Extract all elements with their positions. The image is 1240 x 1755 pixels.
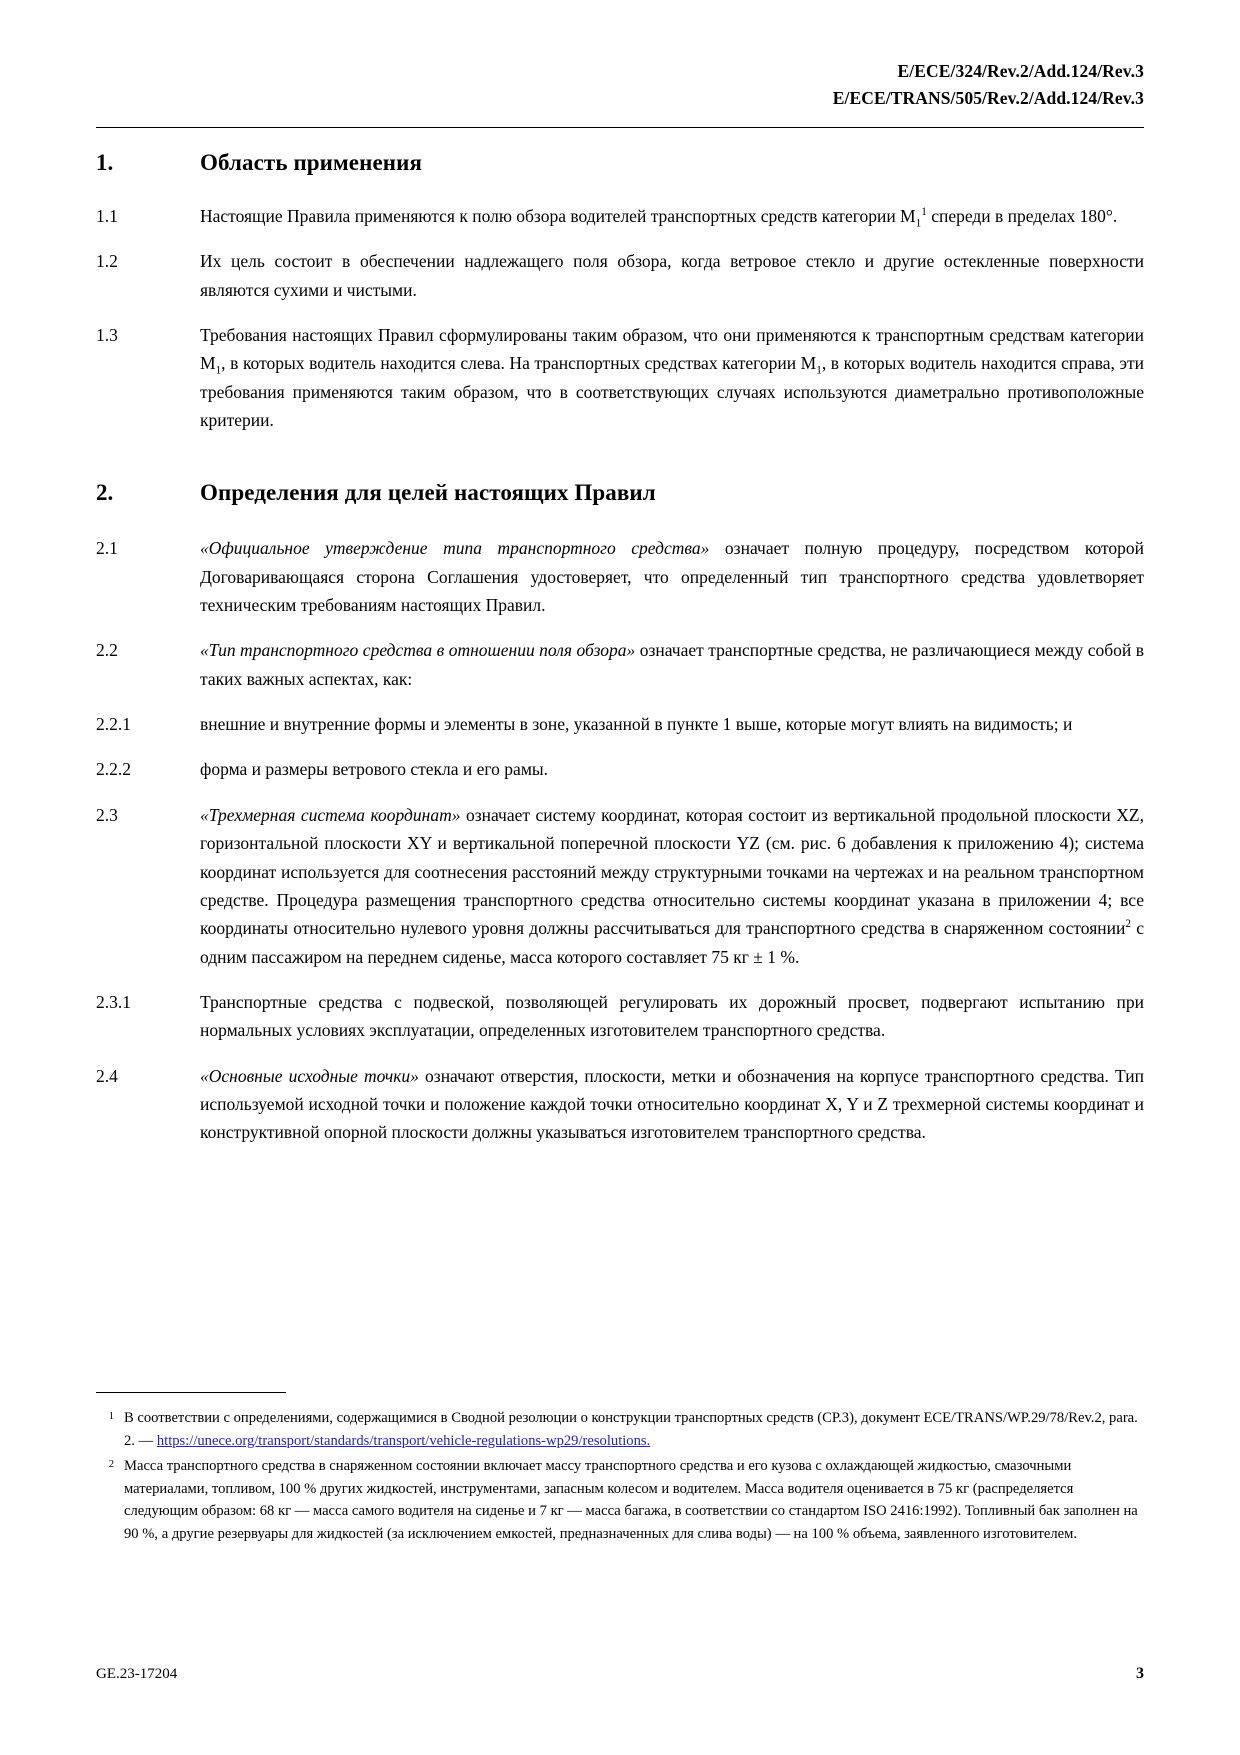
footnote-body-2: Масса транспортного средства в снаряженном состоянии включает массу транспортного средства и его кузова с охлаждающей жидкостью, смазочными материалами, топливом, 100 % других жидкостей, инструментами, запасным колесом и водителем. Масса водителя оценивается в 75 кг (распределяется следующим образом: 68 кг — масса самого водителя на сиденье и 7 кг — масса багажа, в соответствии со стандартом ISO 2416:1992). Топливный бак заполнен на 90 %, а другие резервуары для жидкостей (за исключением емкостей, предназначенных для слива воды) — на 100 % объема, заявленного изготовителем. xyxy=(124,1458,1138,1542)
paragraph-number-2-3: 2.3 xyxy=(96,804,118,825)
text-run: Настоящие Правила применяются к полю обзора водителей транспортных средств категории M xyxy=(200,206,916,226)
defined-term: «Трехмерная система координат» xyxy=(200,804,461,825)
document-body xyxy=(96,128,1144,1164)
defined-term: «Основные исходные точки» xyxy=(200,1065,419,1086)
header-symbol-line-1: E/ECE/324/Rev.2/Add.124/Rev.3 xyxy=(897,61,1144,81)
text-run: , в которых водитель находится слева. На транспортных средствах категории M xyxy=(221,353,817,374)
paragraph-1-1 xyxy=(96,202,1144,230)
paragraph-text-2-1 xyxy=(200,534,1144,619)
text-run: означают отверстия, плоскости, метки и обозначения на корпусе транспортного средства. Тип используемой исходной точки и положение каждой точки относительно координат X, Y и Z трехмерной системы координат и конструктивной опорной плоскости должны указываться изготовителем транспортного средства. xyxy=(200,1065,1144,1143)
section-number-1: 1. xyxy=(96,150,114,175)
footnote-marker-2: 2 xyxy=(108,1459,114,1471)
paragraph-number-1-1: 1.1 xyxy=(96,206,118,226)
paragraph-2-2-1 xyxy=(96,710,1144,738)
paragraph-1-2 xyxy=(96,247,1144,304)
footnote-ref-1[interactable]: 1 xyxy=(921,206,927,219)
page-number: 3 xyxy=(1136,1665,1144,1682)
subscript-category: 1 xyxy=(816,364,822,377)
section-heading-2 xyxy=(96,480,1144,506)
footnote-ref-2[interactable]: 2 xyxy=(1125,918,1131,931)
paragraph-2-1 xyxy=(96,534,1144,619)
paragraph-text-2-3 xyxy=(200,801,1144,971)
subscript-category: 1 xyxy=(915,217,922,230)
text-run: В соответствии с определениями, содержащимися в Сводной резолюции о конструкции транспортных средств (СР.3), документ ECE/TRANS/WP.29/78/Rev.2, para. 2. — xyxy=(124,1410,1138,1449)
document-code: GE.23-17204 xyxy=(96,1666,178,1682)
section-number-2: 2. xyxy=(96,480,114,506)
text-run: Требования настоящих Правил сформулированы таким образом, что они применяются к транспортным средствам категории M xyxy=(200,325,1144,374)
paragraph-text-1-1 xyxy=(200,202,1144,230)
paragraph-2-3-1 xyxy=(96,988,1144,1045)
paragraph-number-2-2: 2.2 xyxy=(96,640,118,661)
paragraph-number-2-1: 2.1 xyxy=(96,538,118,559)
paragraph-1-3 xyxy=(96,321,1144,434)
paragraph-2-4 xyxy=(96,1062,1144,1147)
paragraph-text-2-3-1: Транспортные средства с подвеской, позволяющей регулировать их дорожный просвет, подвергают испытанию при нормальных условиях эксплуатации, определенных изготовителем транспортного средства. xyxy=(200,991,1144,1041)
section-title-1: Область применения xyxy=(200,150,423,175)
footnote-2 xyxy=(96,1455,1144,1545)
paragraph-text-2-4 xyxy=(200,1062,1144,1147)
text-run: , в которых водитель находится справа, эти требования применяются таким образом, что в соответствующих случаях используются диаметрально противоположные критерии. xyxy=(200,353,1144,431)
paragraph-number-2-2-2: 2.2.2 xyxy=(96,759,131,780)
paragraph-number-2-2-1: 2.2.1 xyxy=(96,714,131,735)
paragraph-2-2 xyxy=(96,636,1144,693)
paragraph-text-2-2-2: форма и размеры ветрового стекла и его рамы. xyxy=(200,759,549,780)
paragraph-number-1-2: 1.2 xyxy=(96,251,118,272)
paragraph-text-1-3 xyxy=(200,321,1144,434)
footnote-1 xyxy=(96,1407,1144,1452)
document-footer xyxy=(96,1665,1144,1683)
footnote-area xyxy=(96,1392,1144,1548)
text-run: означает транспортные средства, не различающиеся между собой в таких важных аспектах, как: xyxy=(200,640,1144,689)
paragraph-text-2-2 xyxy=(200,636,1144,693)
paragraph-number-1-3: 1.3 xyxy=(96,325,118,346)
text-run: означает полную процедуру, посредством которой Договаривающаяся сторона Соглашения удостоверяет, что определенный тип транспортного средства удовлетворяет техническим требованиям настоящих Правил. xyxy=(200,538,1145,616)
paragraph-2-2-2 xyxy=(96,755,1144,783)
text-run: с одним пассажиром на переднем сиденье, масса которого составляет 75 кг ± 1 %. xyxy=(200,918,1144,967)
footnote-body-1 xyxy=(124,1407,1144,1452)
header-symbol-line-2: E/ECE/TRANS/505/Rev.2/Add.124/Rev.3 xyxy=(832,87,1144,108)
paragraph-text-1-2: Их цель состоит в обеспечении надлежащего поля обзора, когда ветровое стекло и другие остекленные поверхности являются сухими и чистыми. xyxy=(200,251,1144,300)
footnote-separator xyxy=(96,1392,286,1393)
paragraph-number-2-4: 2.4 xyxy=(96,1065,118,1086)
text-run: спереди в пределах 180°. xyxy=(926,206,1118,226)
section-title-2: Определения для целей настоящих Правил xyxy=(200,480,656,506)
footnote-marker-1: 1 xyxy=(108,1411,114,1422)
section-heading-1 xyxy=(96,150,1144,176)
text-run: означает систему координат, которая состоит из вертикальной продольной плоскости XZ, горизонтальной плоскости XY и вертикальной поперечной плоскости YZ (см. рис. 6 добавления к приложению 4); система координат используется для соотнесения расстояний между структурными точками на чертежах и на реальном транспортном средстве. Процедура размещения транспортного средства относительно системы координат указана в приложении 4; все координаты относительно нулевого уровня должны рассчитываться для транспортного средства в снаряженном состоянии xyxy=(200,804,1144,939)
paragraph-number-2-3-1: 2.3.1 xyxy=(96,991,131,1012)
footnote-link-unece-resolutions[interactable]: https://unece.org/transport/standards/transport/vehicle-regulations-wp29/resolutions. xyxy=(156,1432,651,1449)
paragraph-2-3 xyxy=(96,801,1144,971)
defined-term: «Официальное утверждение типа транспортного средства» xyxy=(200,538,710,559)
paragraph-text-2-2-1: внешние и внутренние формы и элементы в зоне, указанной в пункте 1 выше, которые могут влиять на видимость; и xyxy=(200,714,1073,735)
defined-term: «Тип транспортного средства в отношении поля обзора» xyxy=(200,640,636,661)
subscript-category: 1 xyxy=(215,364,222,377)
document-header xyxy=(96,58,1144,111)
